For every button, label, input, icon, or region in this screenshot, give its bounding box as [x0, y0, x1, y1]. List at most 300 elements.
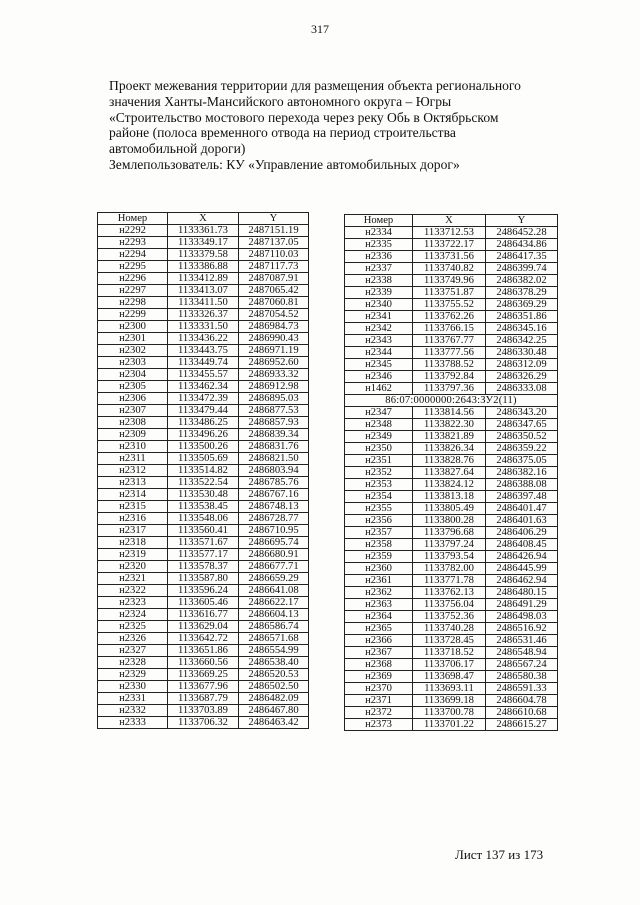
- point-number-cell: н2293: [98, 237, 168, 249]
- table-row: [345, 467, 558, 479]
- table-row: [98, 693, 309, 705]
- x-coordinate-cell: 1133805.49: [413, 503, 486, 515]
- column-header-x: X: [413, 215, 486, 227]
- table-row: [345, 455, 558, 467]
- y-coordinate-cell: 2486586.74: [239, 621, 309, 633]
- y-coordinate-cell: 2486467.80: [239, 705, 309, 717]
- y-coordinate-cell: 2486895.03: [239, 393, 309, 405]
- table-row: [345, 575, 558, 587]
- point-number-cell: н2321: [98, 573, 168, 585]
- x-coordinate-cell: 1133826.34: [413, 443, 486, 455]
- land-user-line: Землепользователь: КУ «Управление автомобильных дорог»: [109, 156, 460, 172]
- x-coordinate-cell: 1133349.17: [168, 237, 239, 249]
- table-header-row: [345, 215, 558, 227]
- table-row: [345, 371, 558, 383]
- y-coordinate-cell: 2486604.78: [486, 695, 558, 707]
- y-coordinate-cell: 2486604.13: [239, 609, 309, 621]
- x-coordinate-cell: 1133699.18: [413, 695, 486, 707]
- table-row: [345, 479, 558, 491]
- point-number-cell: н2356: [345, 515, 413, 527]
- x-coordinate-cell: 1133578.37: [168, 561, 239, 573]
- x-coordinate-cell: 1133411.50: [168, 297, 239, 309]
- x-coordinate-cell: 1133756.04: [413, 599, 486, 611]
- y-coordinate-cell: 2486710.95: [239, 525, 309, 537]
- y-coordinate-cell: 2486531.46: [486, 635, 558, 647]
- y-coordinate-cell: 2486659.29: [239, 573, 309, 585]
- table-row: [98, 273, 309, 285]
- x-coordinate-cell: 1133436.22: [168, 333, 239, 345]
- point-number-cell: н2355: [345, 503, 413, 515]
- y-coordinate-cell: 2486343.20: [486, 407, 558, 419]
- point-number-cell: н2343: [345, 335, 413, 347]
- header-line: районе (полоса временного отвода на период строительства: [109, 125, 456, 141]
- y-coordinate-cell: 2486615.27: [486, 719, 558, 731]
- table-row: [98, 609, 309, 621]
- y-coordinate-cell: 2486831.76: [239, 441, 309, 453]
- y-coordinate-cell: 2486326.29: [486, 371, 558, 383]
- x-coordinate-cell: 1133462.34: [168, 381, 239, 393]
- y-coordinate-cell: 2486462.94: [486, 575, 558, 587]
- table-header-row: [98, 213, 309, 225]
- table-row: [345, 527, 558, 539]
- table-row: [98, 453, 309, 465]
- y-coordinate-cell: 2486399.74: [486, 263, 558, 275]
- y-coordinate-cell: 2486695.74: [239, 537, 309, 549]
- x-coordinate-cell: 1133827.64: [413, 467, 486, 479]
- point-number-cell: н2341: [345, 311, 413, 323]
- x-coordinate-cell: 1133766.15: [413, 323, 486, 335]
- point-number-cell: н2350: [345, 443, 413, 455]
- table-row: [345, 347, 558, 359]
- point-number-cell: н2307: [98, 405, 168, 417]
- x-coordinate-cell: 1133782.00: [413, 563, 486, 575]
- y-coordinate-cell: 2486382.16: [486, 467, 558, 479]
- y-coordinate-cell: 2486408.45: [486, 539, 558, 551]
- table-row: [345, 443, 558, 455]
- y-coordinate-cell: 2486498.03: [486, 611, 558, 623]
- x-coordinate-cell: 1133740.28: [413, 623, 486, 635]
- table-row: [98, 537, 309, 549]
- table-row: [98, 465, 309, 477]
- table-row: [98, 513, 309, 525]
- point-number-cell: н2294: [98, 249, 168, 261]
- y-coordinate-cell: 2486971.19: [239, 345, 309, 357]
- x-coordinate-cell: 1133797.24: [413, 539, 486, 551]
- table-row: [345, 359, 558, 371]
- point-number-cell: н2299: [98, 309, 168, 321]
- y-coordinate-cell: 2486347.65: [486, 419, 558, 431]
- table-row: [345, 491, 558, 503]
- table-row: [98, 405, 309, 417]
- x-coordinate-cell: 1133596.24: [168, 585, 239, 597]
- x-coordinate-cell: 1133731.56: [413, 251, 486, 263]
- table-row: [98, 717, 309, 729]
- column-header-number: Номер: [98, 213, 168, 225]
- table-row: [98, 705, 309, 717]
- point-number-cell: н2298: [98, 297, 168, 309]
- point-number-cell: н2315: [98, 501, 168, 513]
- y-coordinate-cell: 2486480.15: [486, 587, 558, 599]
- table-row: [98, 621, 309, 633]
- x-coordinate-cell: 1133571.67: [168, 537, 239, 549]
- table-row: [98, 501, 309, 513]
- table-row: [345, 335, 558, 347]
- y-coordinate-cell: 2486382.02: [486, 275, 558, 287]
- point-number-cell: н2353: [345, 479, 413, 491]
- x-coordinate-cell: 1133824.12: [413, 479, 486, 491]
- header-line: Проект межевания территории для размещения объекта регионального: [109, 78, 521, 93]
- table-row: [98, 489, 309, 501]
- table-row: [345, 707, 558, 719]
- x-coordinate-cell: 1133522.54: [168, 477, 239, 489]
- y-coordinate-cell: 2486877.53: [239, 405, 309, 417]
- point-number-cell: н2312: [98, 465, 168, 477]
- x-coordinate-cell: 1133693.11: [413, 683, 486, 695]
- y-coordinate-cell: 2486580.38: [486, 671, 558, 683]
- point-number-cell: н2308: [98, 417, 168, 429]
- table-row: [345, 611, 558, 623]
- table-row: [98, 297, 309, 309]
- table-row: [98, 309, 309, 321]
- y-coordinate-cell: 2487060.81: [239, 297, 309, 309]
- x-coordinate-cell: 1133740.82: [413, 263, 486, 275]
- y-coordinate-cell: 2486567.24: [486, 659, 558, 671]
- x-coordinate-cell: 1133443.75: [168, 345, 239, 357]
- point-number-cell: н2333: [98, 717, 168, 729]
- table-row: [345, 407, 558, 419]
- point-number-cell: н2359: [345, 551, 413, 563]
- point-number-cell: н2302: [98, 345, 168, 357]
- point-number-cell: н2310: [98, 441, 168, 453]
- point-number-cell: н2325: [98, 621, 168, 633]
- y-coordinate-cell: 2486622.17: [239, 597, 309, 609]
- y-coordinate-cell: 2486401.47: [486, 503, 558, 515]
- y-coordinate-cell: 2486839.34: [239, 429, 309, 441]
- point-number-cell: н2365: [345, 623, 413, 635]
- table-row: [345, 671, 558, 683]
- header-line: значения Ханты-Мансийского автономного округа – Югры: [109, 93, 452, 109]
- point-number-cell: н2311: [98, 453, 168, 465]
- y-coordinate-cell: 2486821.50: [239, 453, 309, 465]
- x-coordinate-cell: 1133822.30: [413, 419, 486, 431]
- x-coordinate-cell: 1133530.48: [168, 489, 239, 501]
- y-coordinate-cell: 2486482.09: [239, 693, 309, 705]
- table-row: [345, 287, 558, 299]
- y-coordinate-cell: 2486591.33: [486, 683, 558, 695]
- y-coordinate-cell: 2486516.92: [486, 623, 558, 635]
- table-row: [345, 503, 558, 515]
- table-row: [345, 311, 558, 323]
- x-coordinate-cell: 1133797.36: [413, 383, 486, 395]
- x-coordinate-cell: 1133751.87: [413, 287, 486, 299]
- point-number-cell: н2351: [345, 455, 413, 467]
- point-number-cell: н2332: [98, 705, 168, 717]
- y-coordinate-cell: 2486312.09: [486, 359, 558, 371]
- point-number-cell: н2322: [98, 585, 168, 597]
- x-coordinate-cell: 1133548.06: [168, 513, 239, 525]
- table-row: [98, 657, 309, 669]
- y-coordinate-cell: 2486520.53: [239, 669, 309, 681]
- point-number-cell: н2348: [345, 419, 413, 431]
- x-coordinate-cell: 1133752.36: [413, 611, 486, 623]
- table-row: [98, 597, 309, 609]
- point-number-cell: н2329: [98, 669, 168, 681]
- point-number-cell: н2342: [345, 323, 413, 335]
- x-coordinate-cell: 1133361.73: [168, 225, 239, 237]
- point-number-cell: н2300: [98, 321, 168, 333]
- y-coordinate-cell: 2486933.32: [239, 369, 309, 381]
- table-row: [345, 323, 558, 335]
- point-number-cell: н2324: [98, 609, 168, 621]
- x-coordinate-cell: 1133538.45: [168, 501, 239, 513]
- x-coordinate-cell: 1133771.78: [413, 575, 486, 587]
- x-coordinate-cell: 1133651.86: [168, 645, 239, 657]
- x-coordinate-cell: 1133660.56: [168, 657, 239, 669]
- y-coordinate-cell: 2486463.42: [239, 717, 309, 729]
- table-row: [345, 227, 558, 239]
- table-row: [345, 431, 558, 443]
- y-coordinate-cell: 2486785.76: [239, 477, 309, 489]
- y-coordinate-cell: 2486378.29: [486, 287, 558, 299]
- table-row: [98, 345, 309, 357]
- x-coordinate-cell: 1133496.26: [168, 429, 239, 441]
- header-line: автомобильной дороги): [109, 141, 246, 157]
- y-coordinate-cell: 2486767.16: [239, 489, 309, 501]
- coordinates-table-right: [344, 214, 558, 731]
- y-coordinate-cell: 2487087.91: [239, 273, 309, 285]
- y-coordinate-cell: 2486351.86: [486, 311, 558, 323]
- y-coordinate-cell: 2486445.99: [486, 563, 558, 575]
- table-row: [98, 561, 309, 573]
- x-coordinate-cell: 1133455.57: [168, 369, 239, 381]
- table-row: [345, 635, 558, 647]
- point-number-cell: н2313: [98, 477, 168, 489]
- x-coordinate-cell: 1133412.89: [168, 273, 239, 285]
- point-number-cell: н2295: [98, 261, 168, 273]
- table-row: [98, 261, 309, 273]
- y-coordinate-cell: 2486369.29: [486, 299, 558, 311]
- point-number-cell: н2334: [345, 227, 413, 239]
- y-coordinate-cell: 2486984.73: [239, 321, 309, 333]
- x-coordinate-cell: 1133642.72: [168, 633, 239, 645]
- x-coordinate-cell: 1133700.78: [413, 707, 486, 719]
- point-number-cell: н2364: [345, 611, 413, 623]
- point-number-cell: н2303: [98, 357, 168, 369]
- table-row: [98, 645, 309, 657]
- x-coordinate-cell: 1133413.07: [168, 285, 239, 297]
- point-number-cell: н2361: [345, 575, 413, 587]
- table-row: [98, 369, 309, 381]
- table-row: [98, 321, 309, 333]
- point-number-cell: н2346: [345, 371, 413, 383]
- point-number-cell: н2337: [345, 263, 413, 275]
- point-number-cell: н2362: [345, 587, 413, 599]
- point-number-cell: н2363: [345, 599, 413, 611]
- y-coordinate-cell: 2486452.28: [486, 227, 558, 239]
- point-number-cell: н2345: [345, 359, 413, 371]
- point-number-cell: н2367: [345, 647, 413, 659]
- point-number-cell: н2323: [98, 597, 168, 609]
- point-number-cell: н2328: [98, 657, 168, 669]
- table-row: [345, 275, 558, 287]
- table-row: [98, 669, 309, 681]
- table-row: [98, 429, 309, 441]
- x-coordinate-cell: 1133669.25: [168, 669, 239, 681]
- x-coordinate-cell: 1133560.41: [168, 525, 239, 537]
- table-row: [98, 585, 309, 597]
- x-coordinate-cell: 1133379.58: [168, 249, 239, 261]
- x-coordinate-cell: 1133706.17: [413, 659, 486, 671]
- x-coordinate-cell: 1133813.18: [413, 491, 486, 503]
- x-coordinate-cell: 1133577.17: [168, 549, 239, 561]
- x-coordinate-cell: 1133767.77: [413, 335, 486, 347]
- point-number-cell: н2354: [345, 491, 413, 503]
- point-number-cell: н2327: [98, 645, 168, 657]
- point-number-cell: н1462: [345, 383, 413, 395]
- x-coordinate-cell: 1133788.52: [413, 359, 486, 371]
- y-coordinate-cell: 2486677.71: [239, 561, 309, 573]
- table-row: [345, 659, 558, 671]
- x-coordinate-cell: 1133605.46: [168, 597, 239, 609]
- point-number-cell: н2370: [345, 683, 413, 695]
- sheet-counter: Лист 137 из 173: [455, 847, 544, 862]
- point-number-cell: н2357: [345, 527, 413, 539]
- x-coordinate-cell: 1133722.17: [413, 239, 486, 251]
- y-coordinate-cell: 2486641.08: [239, 585, 309, 597]
- point-number-cell: н2309: [98, 429, 168, 441]
- x-coordinate-cell: 1133386.88: [168, 261, 239, 273]
- y-coordinate-cell: 2486748.13: [239, 501, 309, 513]
- table-row: [345, 239, 558, 251]
- table-row: [345, 419, 558, 431]
- header-line: «Строительство мостового перехода через реку Обь в Октябрьском: [109, 109, 499, 125]
- y-coordinate-cell: 2486330.48: [486, 347, 558, 359]
- table-row: [98, 573, 309, 585]
- table-row: [345, 599, 558, 611]
- point-number-cell: н2358: [345, 539, 413, 551]
- point-number-cell: н2316: [98, 513, 168, 525]
- point-number-cell: н2318: [98, 537, 168, 549]
- page-number: 317: [311, 22, 329, 36]
- x-coordinate-cell: 1133479.44: [168, 405, 239, 417]
- x-coordinate-cell: 1133792.84: [413, 371, 486, 383]
- x-coordinate-cell: 1133749.96: [413, 275, 486, 287]
- x-coordinate-cell: 1133718.52: [413, 647, 486, 659]
- y-coordinate-cell: 2486388.08: [486, 479, 558, 491]
- x-coordinate-cell: 1133587.80: [168, 573, 239, 585]
- table-row: [345, 719, 558, 731]
- y-coordinate-cell: 2487151.19: [239, 225, 309, 237]
- x-coordinate-cell: 1133728.45: [413, 635, 486, 647]
- land-plot-id: 86:07:0000000:2643:ЗУ2(11): [345, 395, 558, 407]
- y-coordinate-cell: 2486350.52: [486, 431, 558, 443]
- y-coordinate-cell: 2486397.48: [486, 491, 558, 503]
- point-number-cell: н2326: [98, 633, 168, 645]
- x-coordinate-cell: 1133762.26: [413, 311, 486, 323]
- table-row: [345, 587, 558, 599]
- column-header-number: Номер: [345, 215, 413, 227]
- table-row: [345, 683, 558, 695]
- table-row: [345, 515, 558, 527]
- point-number-cell: н2338: [345, 275, 413, 287]
- x-coordinate-cell: 1133616.77: [168, 609, 239, 621]
- y-coordinate-cell: 2486417.35: [486, 251, 558, 263]
- y-coordinate-cell: 2486548.94: [486, 647, 558, 659]
- table-row: [98, 357, 309, 369]
- y-coordinate-cell: 2486491.29: [486, 599, 558, 611]
- column-header-x: X: [168, 213, 239, 225]
- column-header-y: Y: [239, 213, 309, 225]
- table-row: [345, 383, 558, 395]
- x-coordinate-cell: 1133814.56: [413, 407, 486, 419]
- point-number-cell: н2340: [345, 299, 413, 311]
- point-number-cell: н2320: [98, 561, 168, 573]
- x-coordinate-cell: 1133500.26: [168, 441, 239, 453]
- table-row: [98, 393, 309, 405]
- y-coordinate-cell: 2486434.86: [486, 239, 558, 251]
- y-coordinate-cell: 2487137.05: [239, 237, 309, 249]
- y-coordinate-cell: 2487117.73: [239, 261, 309, 273]
- point-number-cell: н2319: [98, 549, 168, 561]
- table-row: [345, 623, 558, 635]
- point-number-cell: н2366: [345, 635, 413, 647]
- point-number-cell: н2352: [345, 467, 413, 479]
- x-coordinate-cell: 1133796.68: [413, 527, 486, 539]
- y-coordinate-cell: 2487054.52: [239, 309, 309, 321]
- x-coordinate-cell: 1133762.13: [413, 587, 486, 599]
- y-coordinate-cell: 2486333.08: [486, 383, 558, 395]
- table-row: [98, 633, 309, 645]
- y-coordinate-cell: 2486345.16: [486, 323, 558, 335]
- y-coordinate-cell: 2487110.03: [239, 249, 309, 261]
- y-coordinate-cell: 2486342.25: [486, 335, 558, 347]
- point-number-cell: н2373: [345, 719, 413, 731]
- point-number-cell: н2347: [345, 407, 413, 419]
- y-coordinate-cell: 2486610.68: [486, 707, 558, 719]
- y-coordinate-cell: 2486728.77: [239, 513, 309, 525]
- point-number-cell: н2339: [345, 287, 413, 299]
- point-number-cell: н2349: [345, 431, 413, 443]
- table-row: [98, 681, 309, 693]
- x-coordinate-cell: 1133486.25: [168, 417, 239, 429]
- x-coordinate-cell: 1133828.76: [413, 455, 486, 467]
- y-coordinate-cell: 2486990.43: [239, 333, 309, 345]
- point-number-cell: н2304: [98, 369, 168, 381]
- table-row: [98, 525, 309, 537]
- coordinates-table-left: [97, 212, 309, 729]
- y-coordinate-cell: 2486401.63: [486, 515, 558, 527]
- land-plot-row: [345, 395, 558, 407]
- y-coordinate-cell: 2486554.99: [239, 645, 309, 657]
- point-number-cell: н2369: [345, 671, 413, 683]
- point-number-cell: н2306: [98, 393, 168, 405]
- point-number-cell: н2371: [345, 695, 413, 707]
- point-number-cell: н2305: [98, 381, 168, 393]
- x-coordinate-cell: 1133755.52: [413, 299, 486, 311]
- y-coordinate-cell: 2486803.94: [239, 465, 309, 477]
- x-coordinate-cell: 1133505.69: [168, 453, 239, 465]
- table-row: [98, 225, 309, 237]
- table-row: [345, 251, 558, 263]
- table-row: [345, 299, 558, 311]
- point-number-cell: н2344: [345, 347, 413, 359]
- table-row: [98, 237, 309, 249]
- y-coordinate-cell: 2486375.05: [486, 455, 558, 467]
- x-coordinate-cell: 1133514.82: [168, 465, 239, 477]
- point-number-cell: н2372: [345, 707, 413, 719]
- y-coordinate-cell: 2486406.29: [486, 527, 558, 539]
- table-row: [98, 441, 309, 453]
